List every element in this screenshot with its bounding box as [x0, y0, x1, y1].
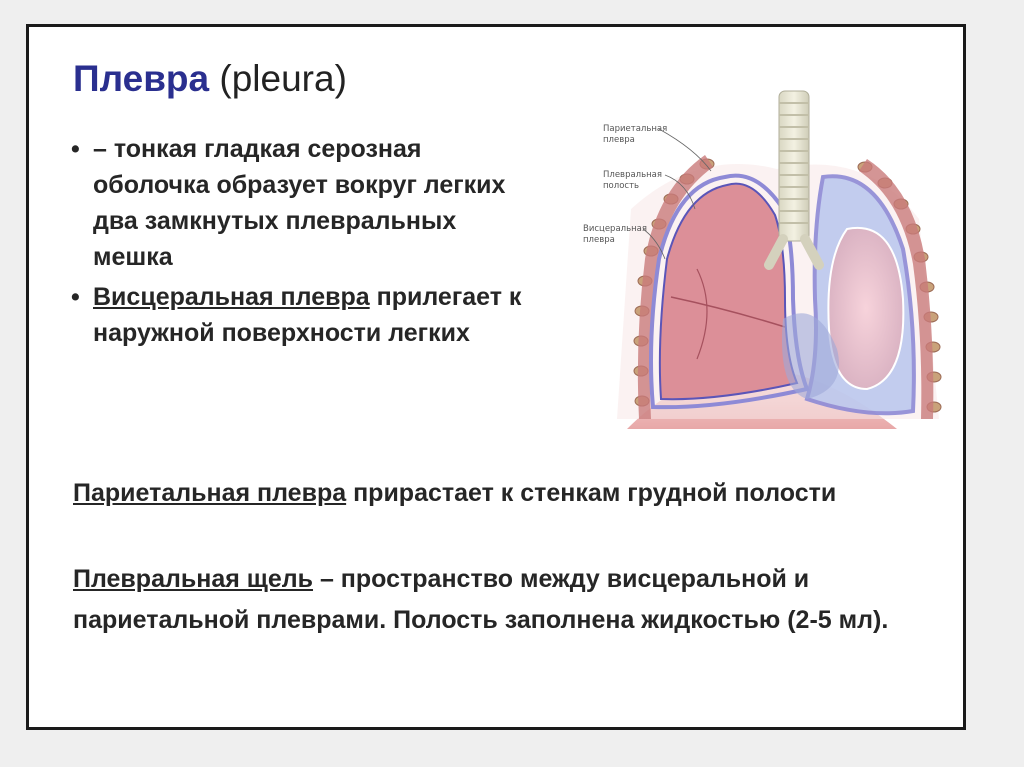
- slide-title: [73, 57, 347, 101]
- lungs-diagram: [547, 59, 947, 439]
- label-visceral: Висцеральная: [583, 224, 647, 234]
- slide: [26, 24, 966, 730]
- trachea: [779, 91, 809, 241]
- paragraph-lead: Париетальная плевра: [73, 479, 347, 507]
- bullet-list: [69, 131, 529, 355]
- bullet-dot: •: [71, 283, 80, 311]
- label-cavity: полость: [603, 181, 640, 191]
- parietal-paragraph: [73, 473, 933, 514]
- title-latin: (pleura): [219, 58, 347, 99]
- bullet-item: [69, 279, 529, 351]
- bullet-dot: •: [71, 135, 80, 163]
- bullet-lead: Висцеральная плевра: [93, 283, 370, 311]
- paragraph-text: – пространство между висцеральной и париетальной плеврами. Полость заполнена жидкостью (2-5 мл).: [73, 565, 889, 634]
- label-parietal: плевра: [603, 135, 635, 145]
- label-visceral: плевра: [583, 235, 615, 245]
- paragraph-text: прирастает к стенкам грудной полости: [346, 479, 837, 507]
- paragraph-lead: Плевральная щель: [73, 565, 314, 593]
- label-cavity: Плевральная: [603, 170, 662, 180]
- label-parietal: Париетальная: [603, 124, 668, 134]
- title-russian: Плевра: [73, 58, 210, 99]
- pleural-gap-paragraph: [73, 559, 933, 641]
- bullet-item: [69, 131, 529, 275]
- right-lung-collapsed: [828, 228, 903, 389]
- bullet-text: прилегает к наружной поверхности легких: [93, 283, 522, 347]
- pleura-illustration: [547, 59, 947, 439]
- bullet-text: – тонкая гладкая серозная оболочка образует вокруг легких два замкнутых плевральных мешка: [93, 135, 506, 271]
